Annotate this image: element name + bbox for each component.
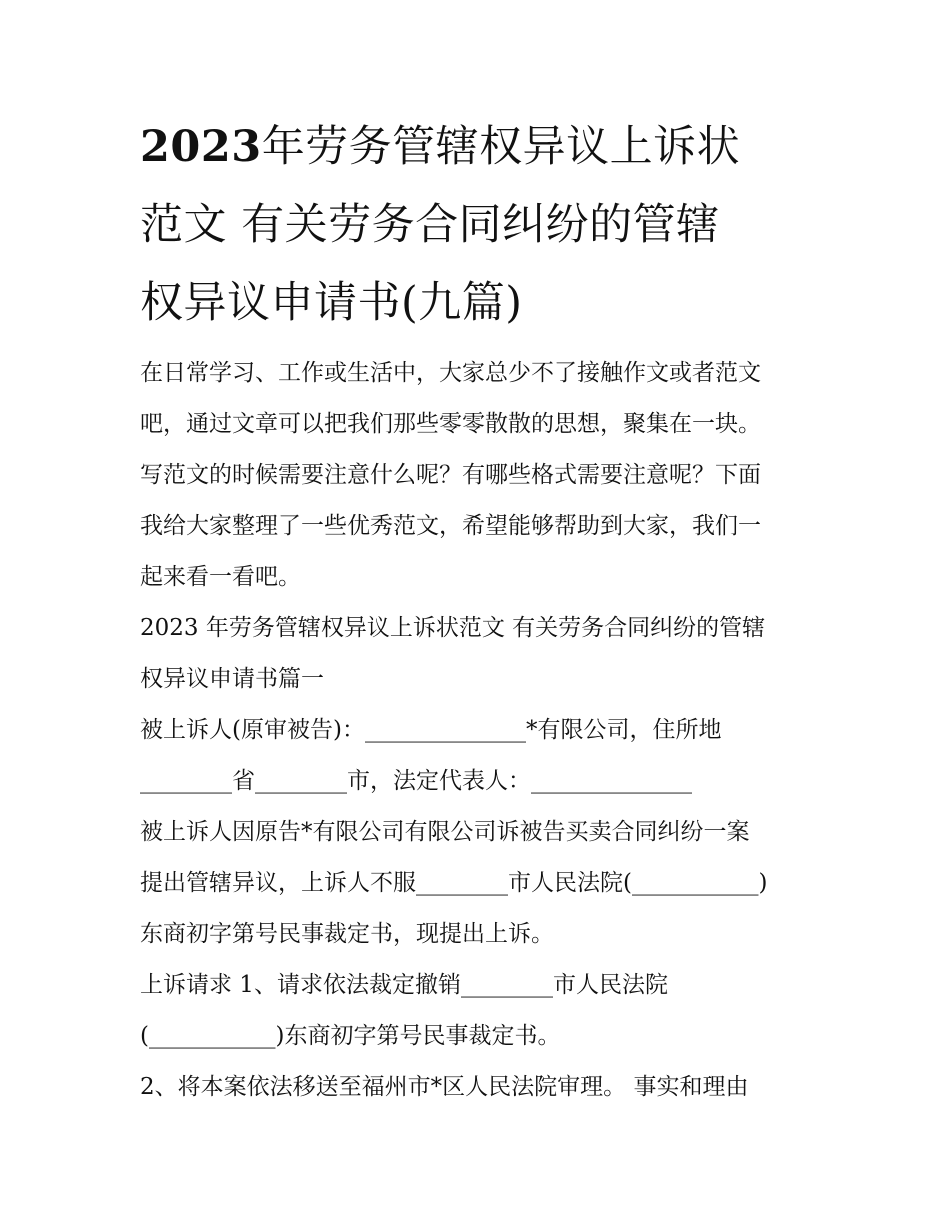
intro-line-4: 我给大家整理了一些优秀范文，希望能够帮助到大家，我们一: [140, 513, 761, 539]
content-line-7: (___________)东商初字第号民事裁定书。: [140, 1023, 561, 1049]
title-line-2: 范文 有关劳务合同纠纷的管辖: [140, 200, 720, 250]
document-page: [140, 108, 820, 1113]
content-line-5: 东商初字第号民事裁定书，现提出上诉。: [140, 921, 554, 947]
content-line-2: ________省________市，法定代表人：______________: [140, 768, 692, 794]
title-line-1: [140, 108, 820, 186]
intro-line-1: 在日常学习、工作或生活中，大家总少不了接触作文或者范文: [140, 360, 761, 386]
content-line-1: 被上诉人(原审被告)：______________*有限公司，住所地: [140, 717, 722, 743]
section-heading-line-1: 2023 年劳务管辖权异议上诉状范文 有关劳务合同纠纷的管辖: [140, 615, 766, 641]
content-line-8: 2、将本案依法移送至福州市*区人民法院审理。 事实和理由: [140, 1074, 749, 1100]
content-line-3: 被上诉人因原告*有限公司有限公司诉被告买卖合同纠纷一案: [140, 819, 750, 845]
title-year: 2023: [140, 122, 262, 172]
section-heading-line-2: 权异议申请书篇一: [140, 666, 324, 692]
intro-line-3: 写范文的时候需要注意什么呢？有哪些格式需要注意呢？下面: [140, 462, 761, 488]
document-body: [140, 348, 820, 1113]
intro-line-2: 吧，通过文章可以把我们那些零零散散的思想，聚集在一块。: [140, 411, 761, 437]
title-line-3: 权异议申请书(九篇): [140, 278, 523, 328]
document-title: [140, 108, 820, 342]
content-line-4: 提出管辖异议，上诉人不服________市人民法院(___________): [140, 870, 768, 896]
intro-line-5: 起来看一看吧。: [140, 564, 301, 590]
content-line-6: 上诉请求 1、请求依法裁定撤销________市人民法院: [140, 972, 668, 998]
title-line-1-text: 年劳务管辖权异议上诉状: [261, 122, 741, 172]
